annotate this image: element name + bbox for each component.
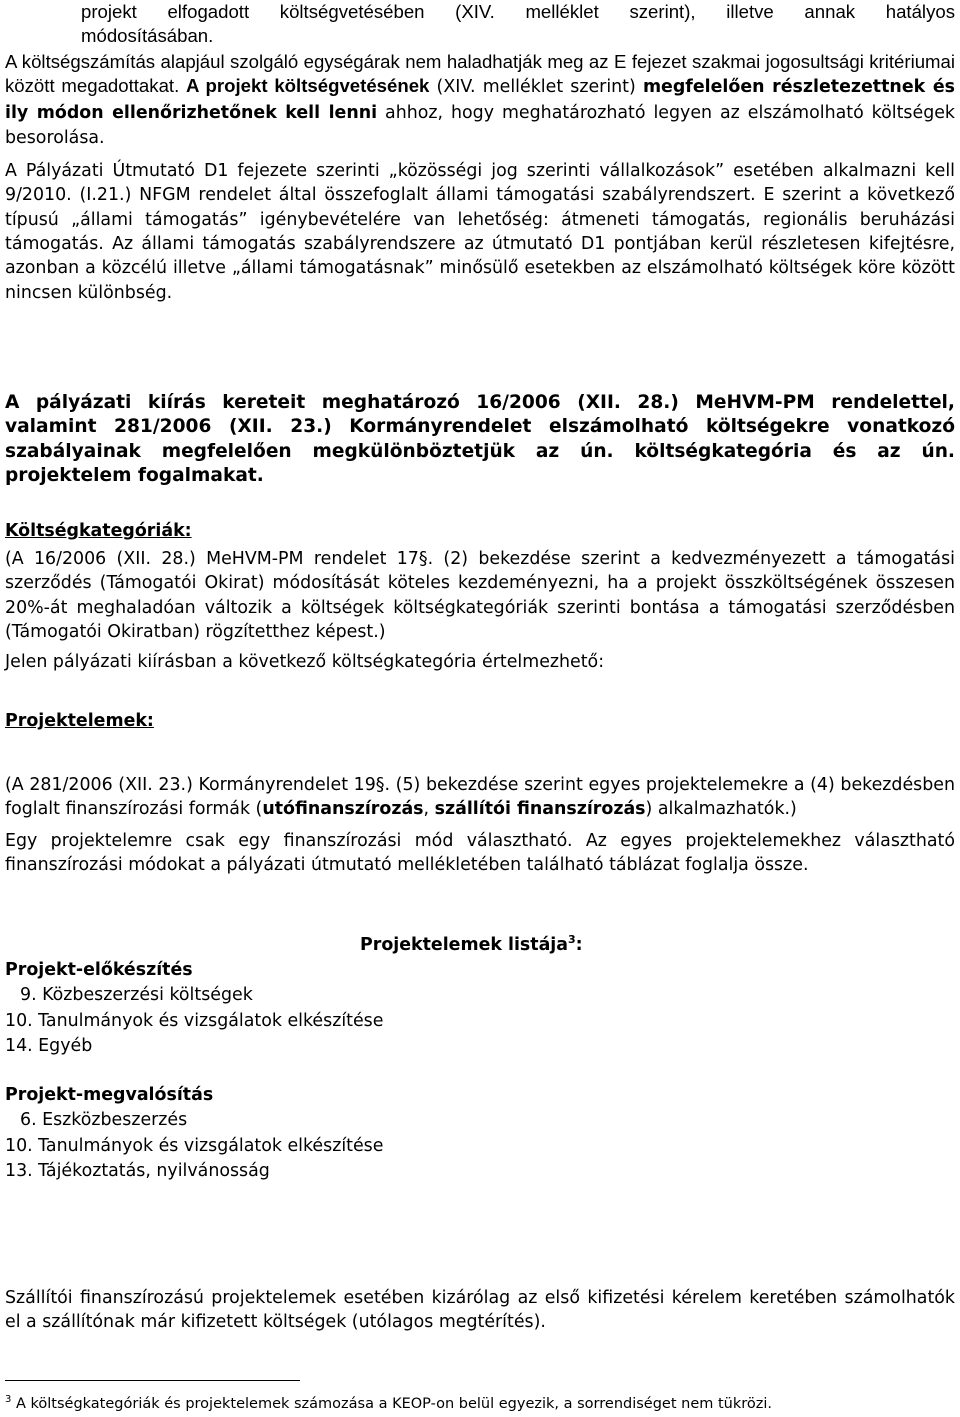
bullet2-text: A Pályázati Útmutató D1 fejezete szerinti „közösségi jog szerinti vállalkozások” esetében alkalmazni kell 9/2010. (I.21.) NFGM rendelet által összefoglalt állami támogatási szabályrendszert. E szerint a következő típusú „állami támogatás” igénybevételére van lehetőség: átmeneti támogatás, regionális beruházási támogatás. Az állami támogatás szabályrendszere az útmutató D1 pontjában kerül részletesen kifejtésre, azonban a közcélú illetve „állami támogatásnak” minősülő esetekben az elszámolható költségek köre között nincsen különbség.: [5, 161, 955, 303]
intro-cont-line2: módosításában.: [81, 25, 214, 47]
intro-continuation: [5, 0, 955, 49]
projektelemek-para2: Egy projektelemre csak egy finanszírozási mód választható. Az egyes projektelemekhez választható finanszírozási módokat a pályázati útmutató mellékletében található táblázat foglalja össze.: [5, 830, 955, 875]
list-group-1: [5, 958, 955, 1059]
footnote-text: A költségkategóriák és projektelemek számozása a KEOP-on belül egyezik, a sorrendiséget nem tükrözi.: [11, 1396, 773, 1412]
footnote: [5, 1395, 955, 1413]
bullet-item-2: [0, 159, 955, 305]
bullet1-text-e: ahhoz, hogy meghatározható legyen az elszámolható költségek besorolása.: [5, 102, 955, 148]
projektelemek-heading: Projektelemek:: [5, 711, 154, 731]
group1-item-2: 10. Tanulmányok és vizsgálatok elkészítése: [5, 1010, 384, 1031]
group1-item-1: 9. Közbeszerzési költségek: [20, 985, 253, 1006]
koltsegkategoriak-heading: Költségkategóriák:: [5, 521, 192, 541]
list-title-colon: :: [575, 935, 583, 955]
group2-heading: Projekt-megvalósítás: [5, 1085, 214, 1105]
projektelemek-para1-a: (A 281/2006 (XII. 23.) Kormányrendelet 19§. (5) bekezdése szerint egyes projektelemekre a (4) bekezdésben foglalt finanszírozási formák (: [5, 775, 955, 820]
projektelemek-para1: [5, 773, 955, 822]
footnote-divider: [5, 1380, 300, 1381]
intro-cont-line1: projekt elfogadott költségvetésében (XIV. melléklet szerint), illetve annak hatályos: [81, 1, 955, 22]
group2-item-2: 10. Tanulmányok és vizsgálatok elkészítése: [5, 1135, 384, 1156]
bold-paragraph: A pályázati kiírás kereteit meghatározó 16/2006 (XII. 28.) MeHVM-PM rendelettel, valamint 281/2006 (XII. 23.) Kormányrendelet elszámolható költségekre vonatkozó szabályainak megfelelően megkülönböztetjük az ún. költségkategória és az ún. projektelem fogalmakat.: [5, 392, 955, 487]
projektelemek-section: [5, 709, 955, 877]
list-group-2: [5, 1083, 955, 1184]
closing-paragraph: Szállítói finanszírozású projektelemek esetében kizárólag az első kifizetési kérelem keretében számolhatók el a szállítónak már kifizetett költségek (utólagos megtérítés).: [5, 1288, 955, 1333]
footnote-reference: 3: [568, 933, 576, 947]
list-title-text: Projektelemek listája: [360, 935, 569, 955]
footnote-marker: 3: [5, 1394, 12, 1406]
group2-item-3: 13. Tájékoztatás, nyilvánosság: [5, 1160, 270, 1181]
bullet-item-1: [0, 50, 955, 150]
intro-bullet-list: [5, 50, 955, 305]
projektelemek-list-title: [5, 933, 955, 957]
group1-item-3: 14. Egyéb: [5, 1035, 93, 1056]
group1-heading: Projekt-előkészítés: [5, 960, 193, 980]
projektelemek-para1-d: szállítói finanszírozás: [434, 799, 646, 820]
projektelemek-para1-e: ) alkalmazhatók.): [645, 799, 797, 820]
bullet1-text-d: megfelelően részletezettnek és ily módon ellenőrizhetőnek kell lenni: [5, 77, 956, 123]
bullet1-text-c: (XIV. melléklet szerint): [429, 77, 643, 98]
group2-item-1: 6. Eszközbeszerzés: [20, 1110, 188, 1131]
projektelemek-para1-c: ,: [423, 799, 435, 820]
bullet1-text-b: A projekt költségvetésének: [186, 75, 430, 97]
koltsegkategoriak-para1: (A 16/2006 (XII. 28.) MeHVM-PM rendelet 17§. (2) bekezdése szerint a kedvezményezett a támogatási szerződés (Támogatói Okirat) módosítását köteles kezdeményezni, ha a projekt összköltségének összesen 20%-át meghaladóan változik a költségek költségkategóriák szerinti bontása a támogatási szerződésben (Támogatói Okiratban) rögzítetthez képest.): [5, 549, 955, 642]
projektelemek-para1-b: utófinanszírozás: [262, 799, 424, 820]
koltsegkategoriak-para2: Jelen pályázati kiírásban a következő költségkategória értelmezhető:: [5, 652, 605, 673]
koltsegkategoriak-section: [5, 519, 955, 674]
bullet1-text-a: A költségszámítás alapjául szolgáló egységárak nem haladhatják meg az E fejezet szakmai jogosultsági kritériumai között megadottakat.: [5, 51, 955, 97]
